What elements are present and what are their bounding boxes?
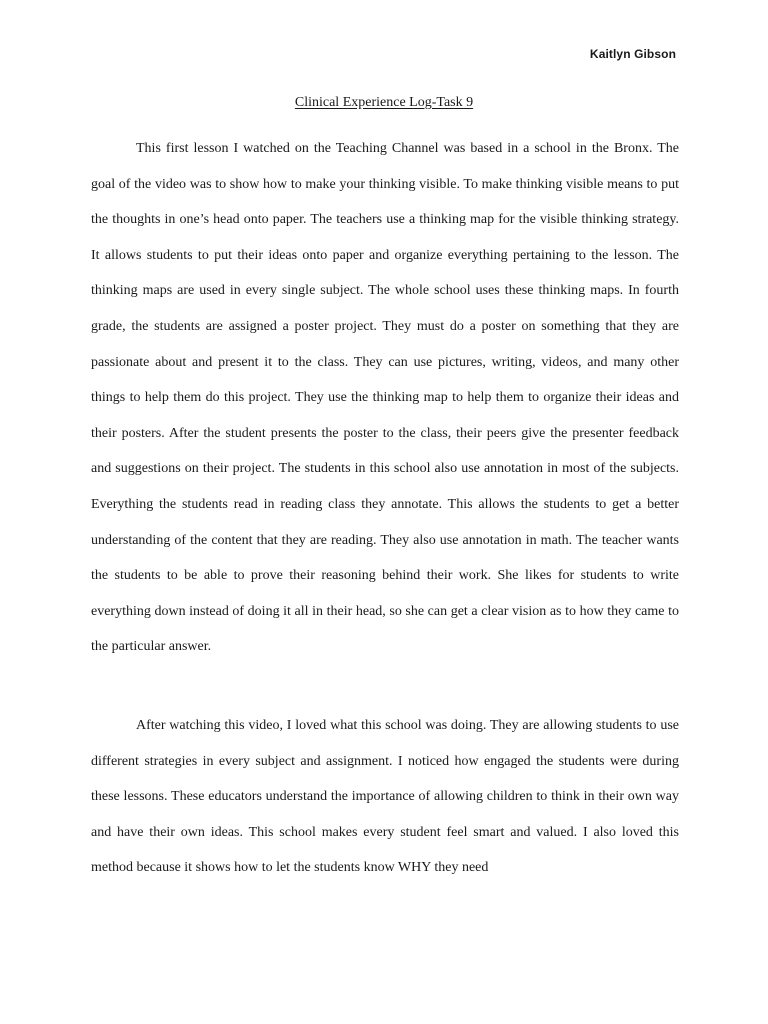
document-title: [0, 93, 768, 113]
header-author-name: Kaitlyn Gibson: [589, 47, 676, 61]
body-paragraph-1: This first lesson I watched on the Teaching Channel was based in a school in the Bronx. The goal of the video was to show how to make your thinking visible. To make thinking visible means to put the thoughts in one’s head onto paper. The teachers use a thinking map for the visible thinking strategy. It allows students to put their ideas onto paper and organize everything pertaining to the lesson. The thinking maps are used in every single subject. The whole school uses these thinking maps. In fourth grade, the students are assigned a poster project. They must do a poster on something that they are passionate about and present it to the class. They can use pictures, writing, videos, and many other things to help them do this project. They use the thinking map to help them to organize their ideas and their posters. After the student presents the poster to the class, their peers give the presenter feedback and suggestions on their project. The students in this school also use annotation in most of the subjects. Everything the students read in reading class they annotate. This allows the students to get a better understanding of the content that they are reading. They also use annotation in math. The teacher wants the students to be able to prove their reasoning behind their work. She likes for students to write everything down instead of doing it all in their head, so she can get a clear vision as to how they came to the particular answer.: [91, 141, 679, 655]
body-paragraph-2: After watching this video, I loved what this school was doing. They are allowing students to use different strategies in every subject and assignment. I noticed how engaged the students were during these lessons. These educators understand the importance of allowing children to think in their own way and have their own ideas. This school makes every student feel smart and valued. I also loved this method because it shows how to let the students know WHY they need: [91, 718, 679, 876]
document-title-text: Clinical Experience Log-Task 9: [294, 95, 474, 110]
